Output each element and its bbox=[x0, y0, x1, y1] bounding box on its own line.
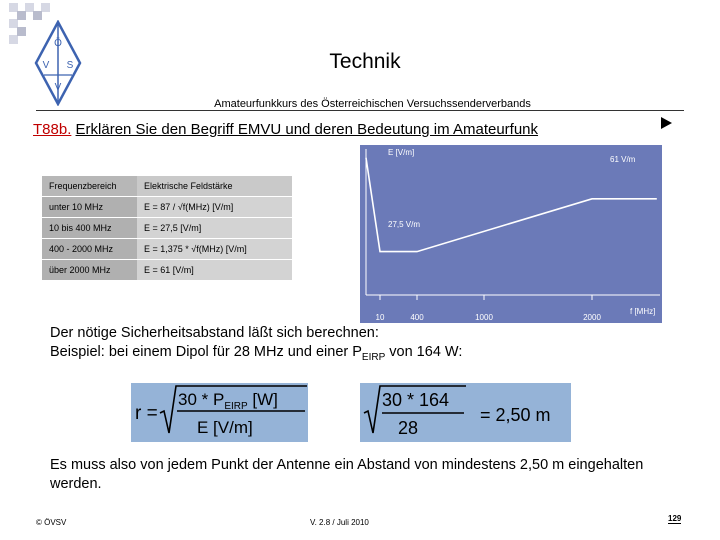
table-cell: E = 87 / √f(MHz) [V/m] bbox=[137, 197, 292, 218]
table-row bbox=[42, 218, 292, 239]
footer-version: V. 2.8 / Juli 2010 bbox=[310, 518, 369, 527]
page-number: 129 bbox=[668, 514, 682, 523]
logo-letter-2: V bbox=[42, 60, 50, 71]
question-heading bbox=[33, 121, 538, 138]
table-cell: E = 61 [V/m] bbox=[137, 260, 292, 281]
formula-numerator: $30 * P_{EIRP}$ [W] bbox=[178, 390, 278, 412]
table-cell: 10 bis 400 MHz bbox=[42, 218, 137, 239]
chart-x-tick-label: 10 bbox=[375, 313, 385, 322]
formula-denominator: E [V/m] bbox=[197, 418, 253, 437]
question-text: Erklären Sie den Begriff EMVU und deren Bedeutung im Amateurfunk bbox=[75, 121, 539, 138]
page-subtitle: Amateurfunkkurs des Österreichischen Versuchssenderverbands bbox=[214, 98, 531, 110]
table-cell: E = 27,5 [V/m] bbox=[137, 218, 292, 239]
explanation-text bbox=[50, 324, 462, 367]
chart-x-tick-label: 2000 bbox=[583, 313, 601, 322]
table-cell: E = 1,375 * √f(MHz) [V/m] bbox=[137, 239, 292, 260]
chart-background bbox=[360, 145, 662, 323]
table-cell: 400 - 2000 MHz bbox=[42, 239, 137, 260]
page-title: Technik bbox=[329, 50, 401, 73]
table-header-row bbox=[42, 176, 292, 197]
table-header-cell: Frequenzbereich bbox=[42, 176, 137, 197]
formula-numerator: 30 * 164 bbox=[382, 390, 450, 410]
chart-annotation-61: 61 V/m bbox=[610, 155, 636, 164]
question-code: T88b. bbox=[33, 121, 72, 138]
conclusion-text: Es muss also von jedem Punkt der Antenne ein Abstand von mindestens 2,50 m eingehalten werden. bbox=[50, 457, 644, 492]
logo-letter-4: V bbox=[54, 82, 62, 93]
chart-x-tick-label: 400 bbox=[410, 313, 424, 322]
chart-ylabel: E [V/m] bbox=[388, 148, 415, 157]
formula-lhs: r = bbox=[135, 403, 158, 424]
formula-denominator: 28 bbox=[398, 418, 419, 438]
distance-formula-box bbox=[131, 383, 308, 442]
footer-copyright: © ÖVSV bbox=[36, 518, 67, 527]
formula-result: = 2,50 m bbox=[480, 405, 551, 425]
chart-xlabel: f [MHz] bbox=[630, 307, 656, 316]
explanation-line-1: Der nötige Sicherheitsabstand läßt sich berechnen: bbox=[50, 325, 379, 341]
table-row bbox=[42, 239, 292, 260]
chart-annotation-27-5: 27,5 V/m bbox=[388, 220, 421, 229]
field-strength-chart bbox=[360, 145, 662, 323]
chart-x-tick-label: 1000 bbox=[475, 313, 493, 322]
result-formula-box bbox=[360, 383, 571, 442]
table-row bbox=[42, 260, 292, 281]
play-arrow-icon[interactable] bbox=[661, 117, 672, 129]
table-header-cell: Elektrische Feldstärke bbox=[137, 176, 292, 197]
explanation-line-2: Beispiel: bei einem Dipol für 28 MHz und einer $P_{EIRP}$ von 164 W: bbox=[50, 344, 463, 363]
field-strength-table bbox=[42, 176, 292, 281]
logo-letter-1: Ö bbox=[54, 38, 62, 49]
logo-letter-3: S bbox=[66, 60, 74, 71]
header-divider bbox=[36, 110, 684, 111]
table-row bbox=[42, 197, 292, 218]
table-cell: über 2000 MHz bbox=[42, 260, 137, 281]
table-cell: unter 10 MHz bbox=[42, 197, 137, 218]
